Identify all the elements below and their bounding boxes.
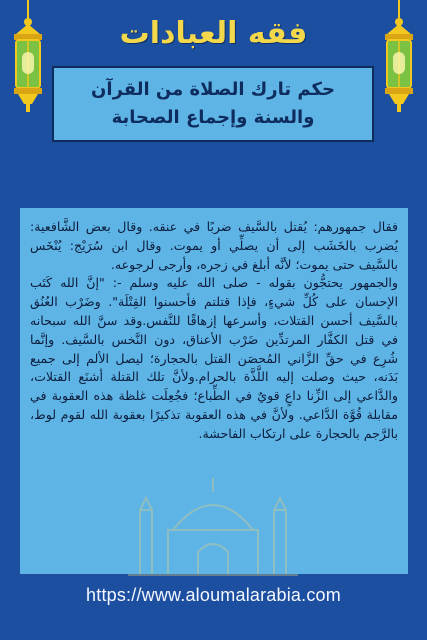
mosque-watermark-icon (118, 470, 308, 580)
page-title: فقه العبادات (119, 16, 308, 51)
subtitle-line-2: والسنة وإجماع الصحابة (111, 107, 315, 128)
content-paragraph-2: والجمهور يحتجُّون بقوله - صلى الله عليه وسلم -: "إنَّ الله كَتَب الإحسان على كُلِّ شيءٍ، فإذا قتلتم فأحسنوا القِتْلَة". وضَرْب العُنُق بالسَّيف أحسن القتلات، وأسرعها إزهاقًا للنَّفس.وقد سنَّ الله سبحانه في قتل الكفَّار المرتدِّين ضَرْب الأعناق، دون النَّخس بالسَّيف. وإنَّما شُرِع في حقِّ الزَّاني المُحصَن القتل بالحجارة؛ ليصل الألم إلى جميع بَدَنه، حيث وصلت إليه اللَّذَّة بالحرام.ولأنَّ تلك القتلة أشنَع القتلات، والدَّاعي إلى الزِّنا داعٍ قويٌ في الطِّباع؛ فجُعِلَت غلظة هذه العقوبة في مقابلة قُوَّة الدَّاعي. ولأنَّ في هذه العقوبة تذكيرًا بعقوبة الله لقوم لوط، بالرَّجم بالحجارة على ارتكاب الفاحشة. (30, 275, 398, 441)
website-link[interactable]: https://www.aloumalarabia.com (86, 585, 341, 605)
subtitle-box (52, 66, 374, 142)
content-paragraph-1: فقال جمهورهم: يُقتل بالسَّيف ضربًا في عنقه. وقال بعض الشَّافعية: يُضرب بالخَشَب إلى أن يصلِّي أو يموت. وقال ابن سُرَيْج: يُنْخَس بالسَّيف حتى يموت؛ لأنَّه أبلغ في زجره، وأرجى لرجوعه. (30, 219, 398, 272)
subtitle-line-1: حكم تارك الصلاة من القرآن (91, 79, 335, 100)
